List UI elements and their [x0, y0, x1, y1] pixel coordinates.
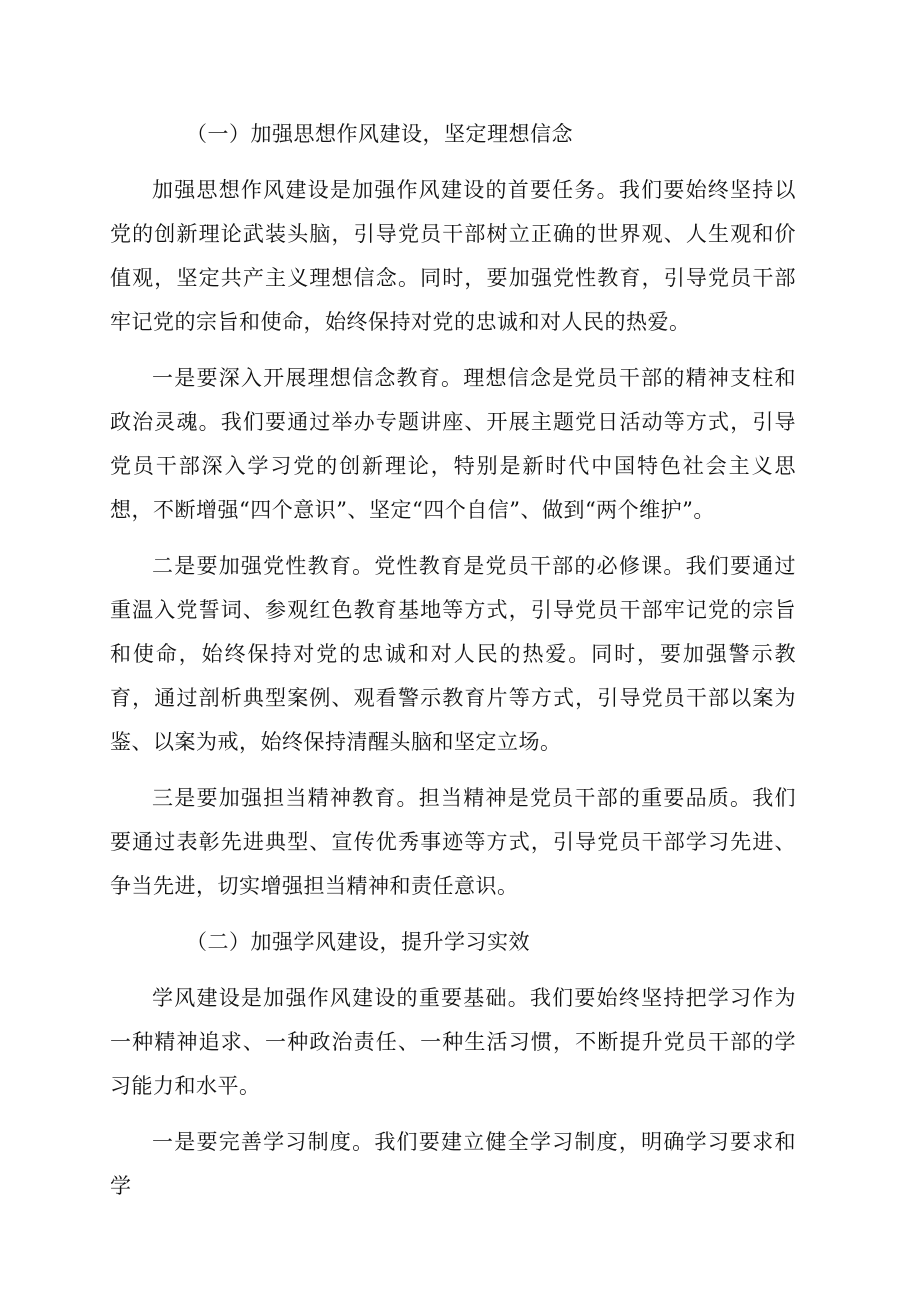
paragraph-intro-2: 学风建设是加强作风建设的重要基础。我们要始终坚持把学习作为一种精神追求、一种政治责任、一种生活习惯，不断提升党员干部的学习能力和水平。 — [110, 986, 796, 1098]
paragraph-point-1-2: 二是要加强党性教育。党性教育是党员干部的必修课。我们要通过重温入党誓词、参观红色教育基地等方式，引导党员干部牢记党的宗旨和使命，始终保持对党的忠诚和对人民的热爱。同时，要加强警示教育，通过剖析典型案例、观看警示教育片等方式，引导党员干部以案为鉴、以案为戒，始终保持清醒头脑和坚定立场。 — [110, 554, 796, 754]
paragraph-point-2-1: 一是要完善学习制度。我们要建立健全学习制度，明确学习要求和学 — [110, 1130, 796, 1198]
document-body — [110, 112, 796, 1220]
section-heading-1: （一）加强思想作风建设，坚定理想信念 — [186, 122, 573, 146]
section-heading-2: （二）加强学风建设，提升学习实效 — [186, 930, 530, 954]
paragraph-point-1-3: 三是要加强担当精神教育。担当精神是党员干部的重要品质。我们要通过表彰先进典型、宣传优秀事迹等方式，引导党员干部学习先进、争当先进，切实增强担当精神和责任意识。 — [110, 786, 796, 898]
paragraph-point-1-1: 一是要深入开展理想信念教育。理想信念是党员干部的精神支柱和政治灵魂。我们要通过举办专题讲座、开展主题党日活动等方式，引导党员干部深入学习党的创新理论，特别是新时代中国特色社会主义思想，不断增强“四个意识”、坚定“四个自信”、做到“两个维护”。 — [110, 366, 796, 522]
paragraph-intro-1: 加强思想作风建设是加强作风建设的首要任务。我们要始终坚持以党的创新理论武装头脑，引导党员干部树立正确的世界观、人生观和价值观，坚定共产主义理想信念。同时，要加强党性教育，引导党员干部牢记党的宗旨和使命，始终保持对党的忠诚和对人民的热爱。 — [110, 178, 796, 334]
